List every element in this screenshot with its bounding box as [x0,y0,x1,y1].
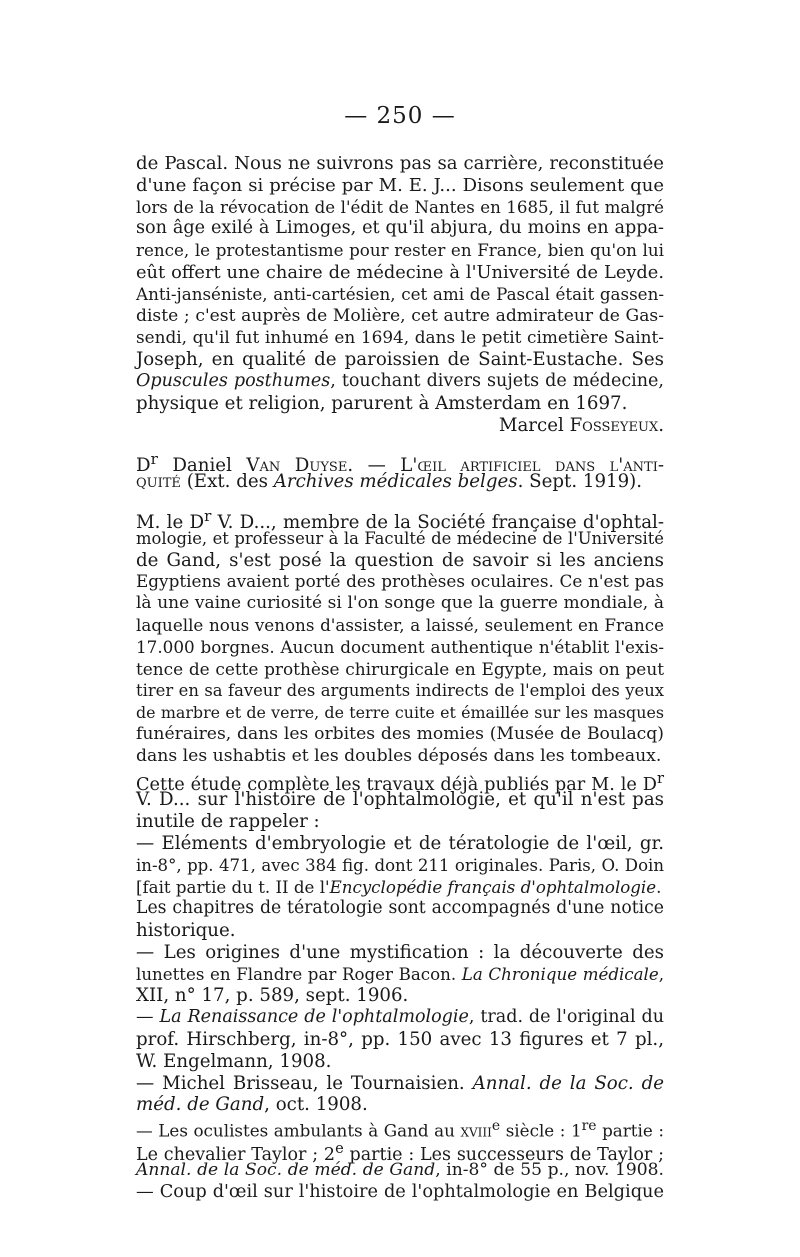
bibliography-entry: — Coup d'œil sur l'histoire de l'ophtalmologie en Belgique [136,1181,664,1202]
text-line: Joseph, en qualité de paroissien de Saint-Eustache. Ses [136,349,664,371]
text-line: [fait partie du t. II de l'Encyclopédie français d'ophtalmologie. [136,877,662,897]
text-line: son âge exilé à Limoges, et qu'il abjura, du moins en appa- [136,218,664,239]
text-line: Les chapitres de tératologie sont accompagnés d'une notice [136,898,664,919]
bibliography-entry: — La Renaissance de l'ophtalmologie, trad. de l'original du [136,1007,665,1028]
text-line: diste ; c'est auprès de Molière, cet autre admirateur de Gas- [136,305,664,326]
review-heading: $D^r$ Daniel Van Duyse. — L'œil artificiel dans l'anti- [136,450,664,477]
text-line: lors de la révocation de l'édit de Nantes en 1685, il fut malgré [136,197,664,217]
text-line: rence, le protestantisme pour rester en France, bien qu'on lui [136,240,664,261]
bibliography-entry: — Michel Brisseau, le Tournaisien. Annal. de la Soc. de [136,1072,664,1094]
text-line: Egyptiens avaient porté des prothèses oculaires. Ce n'est pas [136,571,664,592]
text-line: Cette étude complète les travaux déjà publiés par M. le $D^r$ [136,769,664,795]
text-line: W. Engelmann, 1908. [136,1050,332,1072]
bibliography-entry: — Eléments d'embryologie et de tératologie de l'œil, gr. [136,832,664,854]
text-line: là une vaine curiosité si l'on songe que la guerre mondiale, à [136,593,664,614]
text-line: 17.000 borgnes. Aucun document authentique n'établit l'exis- [136,636,664,657]
text-line: de Gand, s'est posé la question de savoir si les anciens [136,549,664,571]
text-line: funéraires, dans les orbites des momies (Musée de Boulacq) [136,723,664,744]
text-line: Annal. de la Soc. de méd. de Gand, in-8° de 55 p., nov. 1908. [136,1159,664,1180]
review-heading: quité (Ext. des Archives médicales belges. Sept. 1919). [136,471,643,493]
body-text [136,153,664,1203]
author-signature: Marcel Fosseyeux. [498,414,664,436]
text-line: Anti-janséniste, anti-cartésien, cet ami de Pascal était gassen- [136,283,664,304]
text-line: inutile de rappeler : [136,811,320,833]
bibliography-entry: — Les origines d'une mystification : la découverte des [136,941,664,963]
text-line: Opuscules posthumes, touchant divers sujets de médecine, [136,370,664,391]
text-line: sendi, qu'il fut inhumé en 1694, dans le petit cimetière Saint- [136,327,664,348]
text-line: eût offert une chaire de médecine à l'Université de Leyde. [136,261,664,283]
text-line: M. le $D^r$ V. D..., membre de la Société française d'ophtal- [136,506,664,534]
text-line: Le chevalier Taylor ; 2e partie : Les successeurs de Taylor ; [136,1140,664,1165]
text-line: in-8°, pp. 471, avec 384 fig. dont 211 originales. Paris, O. Doin [136,855,664,875]
text-line: historique. [136,920,236,942]
text-line: prof. Hirschberg, in-8°, pp. 150 avec 13 figures et 7 pl., [136,1029,664,1051]
page-number: — 250 — [344,103,456,129]
text-line: de Pascal. Nous ne suivrons pas sa carrière, reconstituée [136,153,664,174]
text-line: tence de cette prothèse chirurgicale en Egypte, mais on peut [136,658,664,679]
text-line: de marbre et de verre, de terre cuite et émaillée sur les masques [136,703,664,723]
text-line: XII, n° 17, p. 589, sept. 1906. [136,985,409,1007]
text-line: laquelle nous venons d'assister, a laissé, seulement en France [136,614,664,635]
text-line: tirer en sa faveur des arguments indirects de l'emploi des yeux [136,681,664,701]
text-line: méd. de Gand, oct. 1908. [136,1094,368,1116]
text-line: mologie, et professeur à la Faculté de médecine de l'Université [136,528,664,548]
text-line: d'une façon si précise par M. E. J... Disons seulement que [136,174,664,196]
book-title: Opuscules posthumes [136,370,331,391]
text-line: physique et religion, parurent à Amsterdam en 1697. [136,392,628,414]
bibliography-entry: — Les oculistes ambulants à Gand au xviii$^e$ siècle : 1re partie : [136,1118,664,1141]
text-line: lunettes en Flandre par Roger Bacon. La Chronique médicale, [136,964,665,984]
text-line: dans les ushabtis et les doubles déposés dans les tombeaux. [136,745,662,766]
text-line: V. D... sur l'histoire de l'ophtalmologie, et qu'il n'est pas [136,789,664,811]
